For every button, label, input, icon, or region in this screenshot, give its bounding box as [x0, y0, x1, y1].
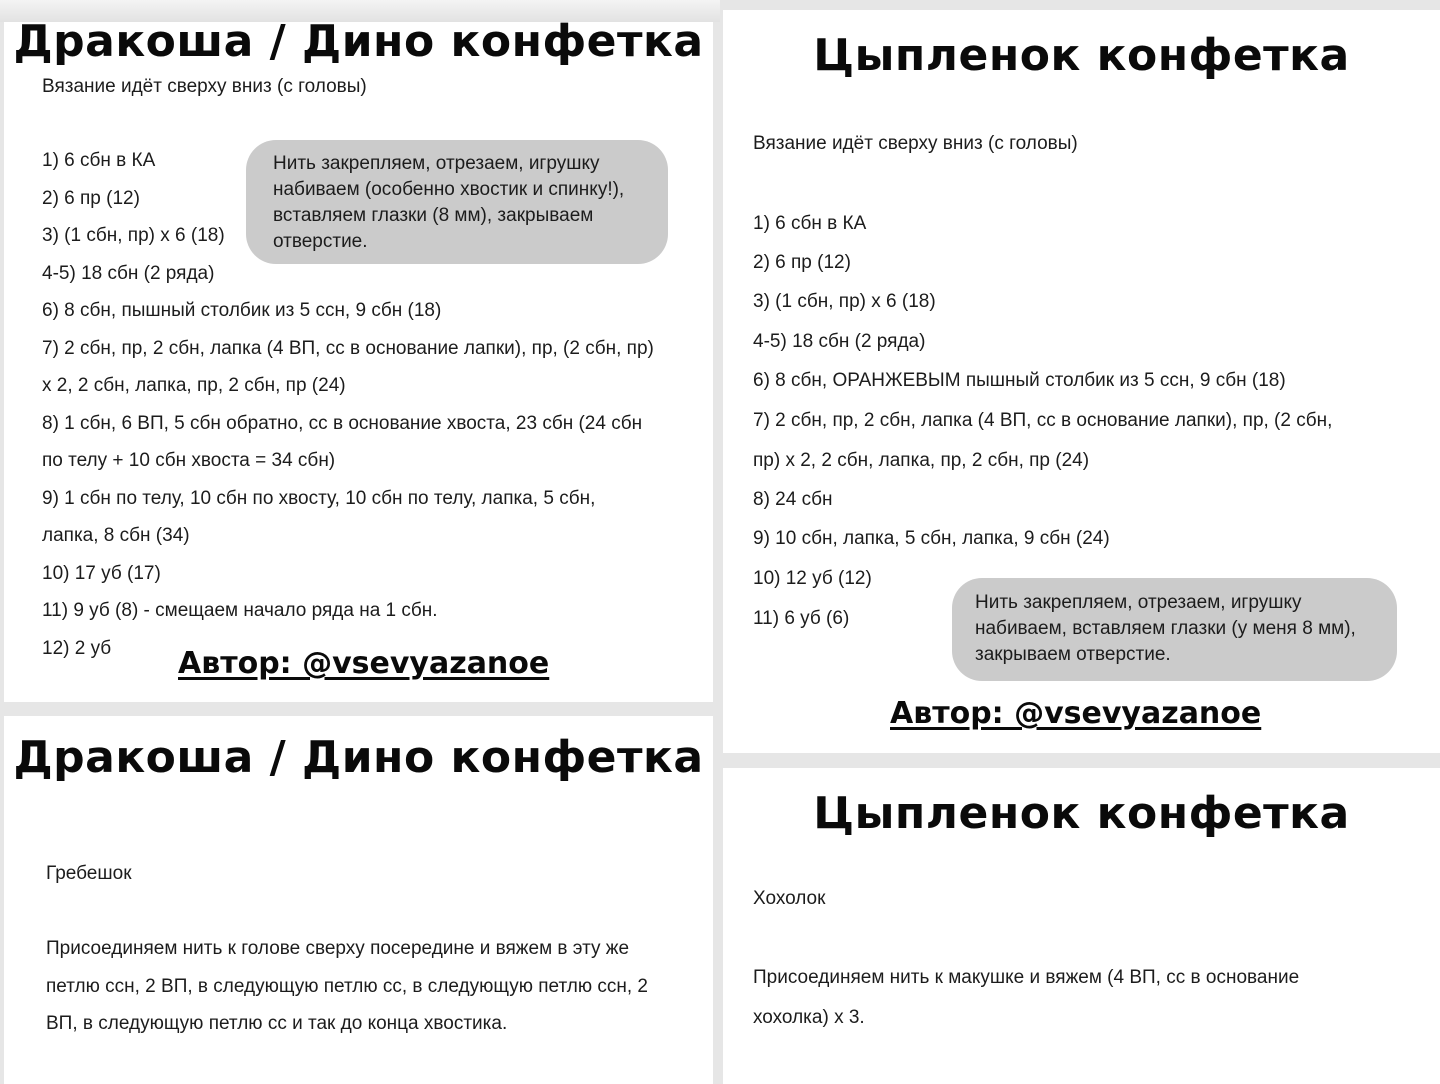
row-line: 7) 2 сбн, пр, 2 сбн, лапка (4 ВП, сс в основание лапки), пр, (2 сбн, пр) — [42, 338, 654, 359]
row-line: 8) 24 сбн — [753, 489, 833, 510]
chick-pattern-page — [723, 10, 1440, 753]
row-line: 11) 6 уб (6) — [753, 608, 850, 629]
dino-pattern-page — [4, 22, 713, 702]
row-line: х 2, 2 сбн, лапка, пр, 2 сбн, пр (24) — [42, 375, 346, 396]
row-line: 1) 6 сбн в КА — [42, 150, 156, 171]
row-line: 4-5) 18 сбн (2 ряда) — [753, 331, 926, 352]
note-line: закрываем отверстие. — [975, 644, 1171, 665]
instruction-line: ВП, в следующую петлю сс и так до конца хвостика. — [46, 1013, 508, 1034]
note-line: Нить закрепляем, отрезаем, игрушку — [975, 592, 1302, 613]
intro-text: Вязание идёт сверху вниз (с головы) — [753, 133, 1078, 154]
row-line: 6) 8 сбн, пышный столбик из 5 ссн, 9 сбн (18) — [42, 300, 442, 321]
note-line: набиваем, вставляем глазки (у меня 8 мм), — [975, 618, 1356, 639]
row-line: по телу + 10 сбн хвоста = 34 сбн) — [42, 450, 336, 471]
top-strip — [0, 0, 720, 22]
section-heading: Хохолок — [753, 888, 826, 909]
row-line: 4-5) 18 сбн (2 ряда) — [42, 263, 215, 284]
author-credit: Автор: @vsevyazanoe — [178, 646, 550, 681]
row-line: 2) 6 пр (12) — [753, 252, 851, 273]
row-line: 11) 9 уб (8) - смещаем начало ряда на 1 сбн. — [42, 600, 438, 621]
row-line: 9) 10 сбн, лапка, 5 сбн, лапка, 9 сбн (24) — [753, 528, 1110, 549]
page-title: Цыпленок конфетка — [813, 788, 1350, 839]
row-line: лапка, 8 сбн (34) — [42, 525, 190, 546]
instruction-line: петлю ссн, 2 ВП, в следующую петлю сс, в следующую петлю ссн, 2 — [46, 976, 648, 997]
dino-crest-page — [4, 716, 713, 1084]
finishing-note — [952, 578, 1397, 681]
row-line: 10) 17 уб (17) — [42, 563, 161, 584]
author-credit: Автор: @vsevyazanoe — [890, 696, 1262, 731]
row-line: 7) 2 сбн, пр, 2 сбн, лапка (4 ВП, сс в основание лапки), пр, (2 сбн, — [753, 410, 1333, 431]
row-line: 1) 6 сбн в КА — [753, 213, 867, 234]
page-title: Дракоша / Дино конфетка — [13, 732, 704, 783]
row-line: 10) 12 уб (12) — [753, 568, 872, 589]
chick-tuft-page — [723, 768, 1440, 1084]
row-line: 2) 6 пр (12) — [42, 188, 140, 209]
intro-text: Вязание идёт сверху вниз (с головы) — [42, 76, 367, 97]
row-line: 3) (1 сбн, пр) х 6 (18) — [753, 291, 936, 312]
section-heading: Гребешок — [46, 863, 132, 884]
row-line: 6) 8 сбн, ОРАНЖЕВЫМ пышный столбик из 5 ссн, 9 сбн (18) — [753, 370, 1286, 391]
instruction-line: хохолка) х 3. — [753, 1007, 865, 1028]
instruction-line: Присоединяем нить к макушке и вяжем (4 ВП, сс в основание — [753, 967, 1300, 988]
note-line: набиваем (особенно хвостик и спинку!), — [273, 179, 625, 200]
page-title: Цыпленок конфетка — [813, 30, 1350, 81]
note-line: Нить закрепляем, отрезаем, игрушку — [273, 153, 600, 174]
row-line: 9) 1 сбн по телу, 10 сбн по хвосту, 10 сбн по телу, лапка, 5 сбн, — [42, 488, 596, 509]
note-line: вставляем глазки (8 мм), закрываем — [273, 205, 594, 226]
instruction-line: Присоединяем нить к голове сверху посередине и вяжем в эту же — [46, 938, 630, 959]
note-line: отверстие. — [273, 231, 368, 252]
page-title: Дракоша / Дино конфетка — [13, 22, 704, 67]
row-line: 3) (1 сбн, пр) х 6 (18) — [42, 225, 225, 246]
finishing-note — [246, 140, 668, 264]
row-line: пр) х 2, 2 сбн, лапка, пр, 2 сбн, пр (24) — [753, 450, 1090, 471]
row-line: 12) 2 уб — [42, 638, 112, 659]
row-line: 8) 1 сбн, 6 ВП, 5 сбн обратно, сс в основание хвоста, 23 сбн (24 сбн — [42, 413, 643, 434]
